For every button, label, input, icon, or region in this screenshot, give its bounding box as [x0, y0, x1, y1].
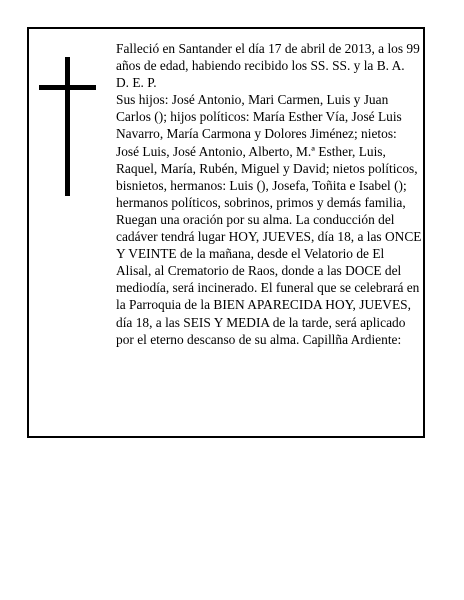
- cross-vertical-bar: [65, 57, 70, 196]
- death-announcement: Falleció en Santander el día 17 de abril de 2013, a los 99 años de edad, habiendo recibido los SS. SS. y la B. A.: [116, 41, 420, 74]
- cross-horizontal-bar: [39, 85, 96, 90]
- obituary-text: [116, 40, 422, 348]
- funeral-details: Ruegan una oración por su alma. La conducción del cadáver tendrá lugar HOY, JUEVES, día 18, a las ONCE Y VEINTE de la mañana, desde el Velatorio de El Alisal, al Crematorio de Raos, donde a las DOCE del mediodía, será incinerado. El funeral que se celebrará en la Parroquia de la BIEN APARECIDA HOY, JUEVES, día 18, a las SEIS Y MEDIA de la tarde, será aplicado por el eterno descanso de su alma. Capillña Ardiente:: [116, 211, 422, 347]
- rest-in-peace-line: D. E. P.: [116, 75, 157, 91]
- family-list: Sus hijos: José Antonio, Mari Carmen, Luis y Juan Carlos (); hijos políticos: María Esther Vía, José Luis Navarro, María Carmona y Dolores Jiménez; nietos: José Luis, José Antonio, Alberto, M.ª Esther, Luis, Raquel, María, Rubén, Miguel y David; nietos políticos, bisnietos, hermanos: Luis (), Josefa, Toñita e Isabel (); hermanos políticos, sobrinos, primos y demás familia,: [116, 92, 418, 210]
